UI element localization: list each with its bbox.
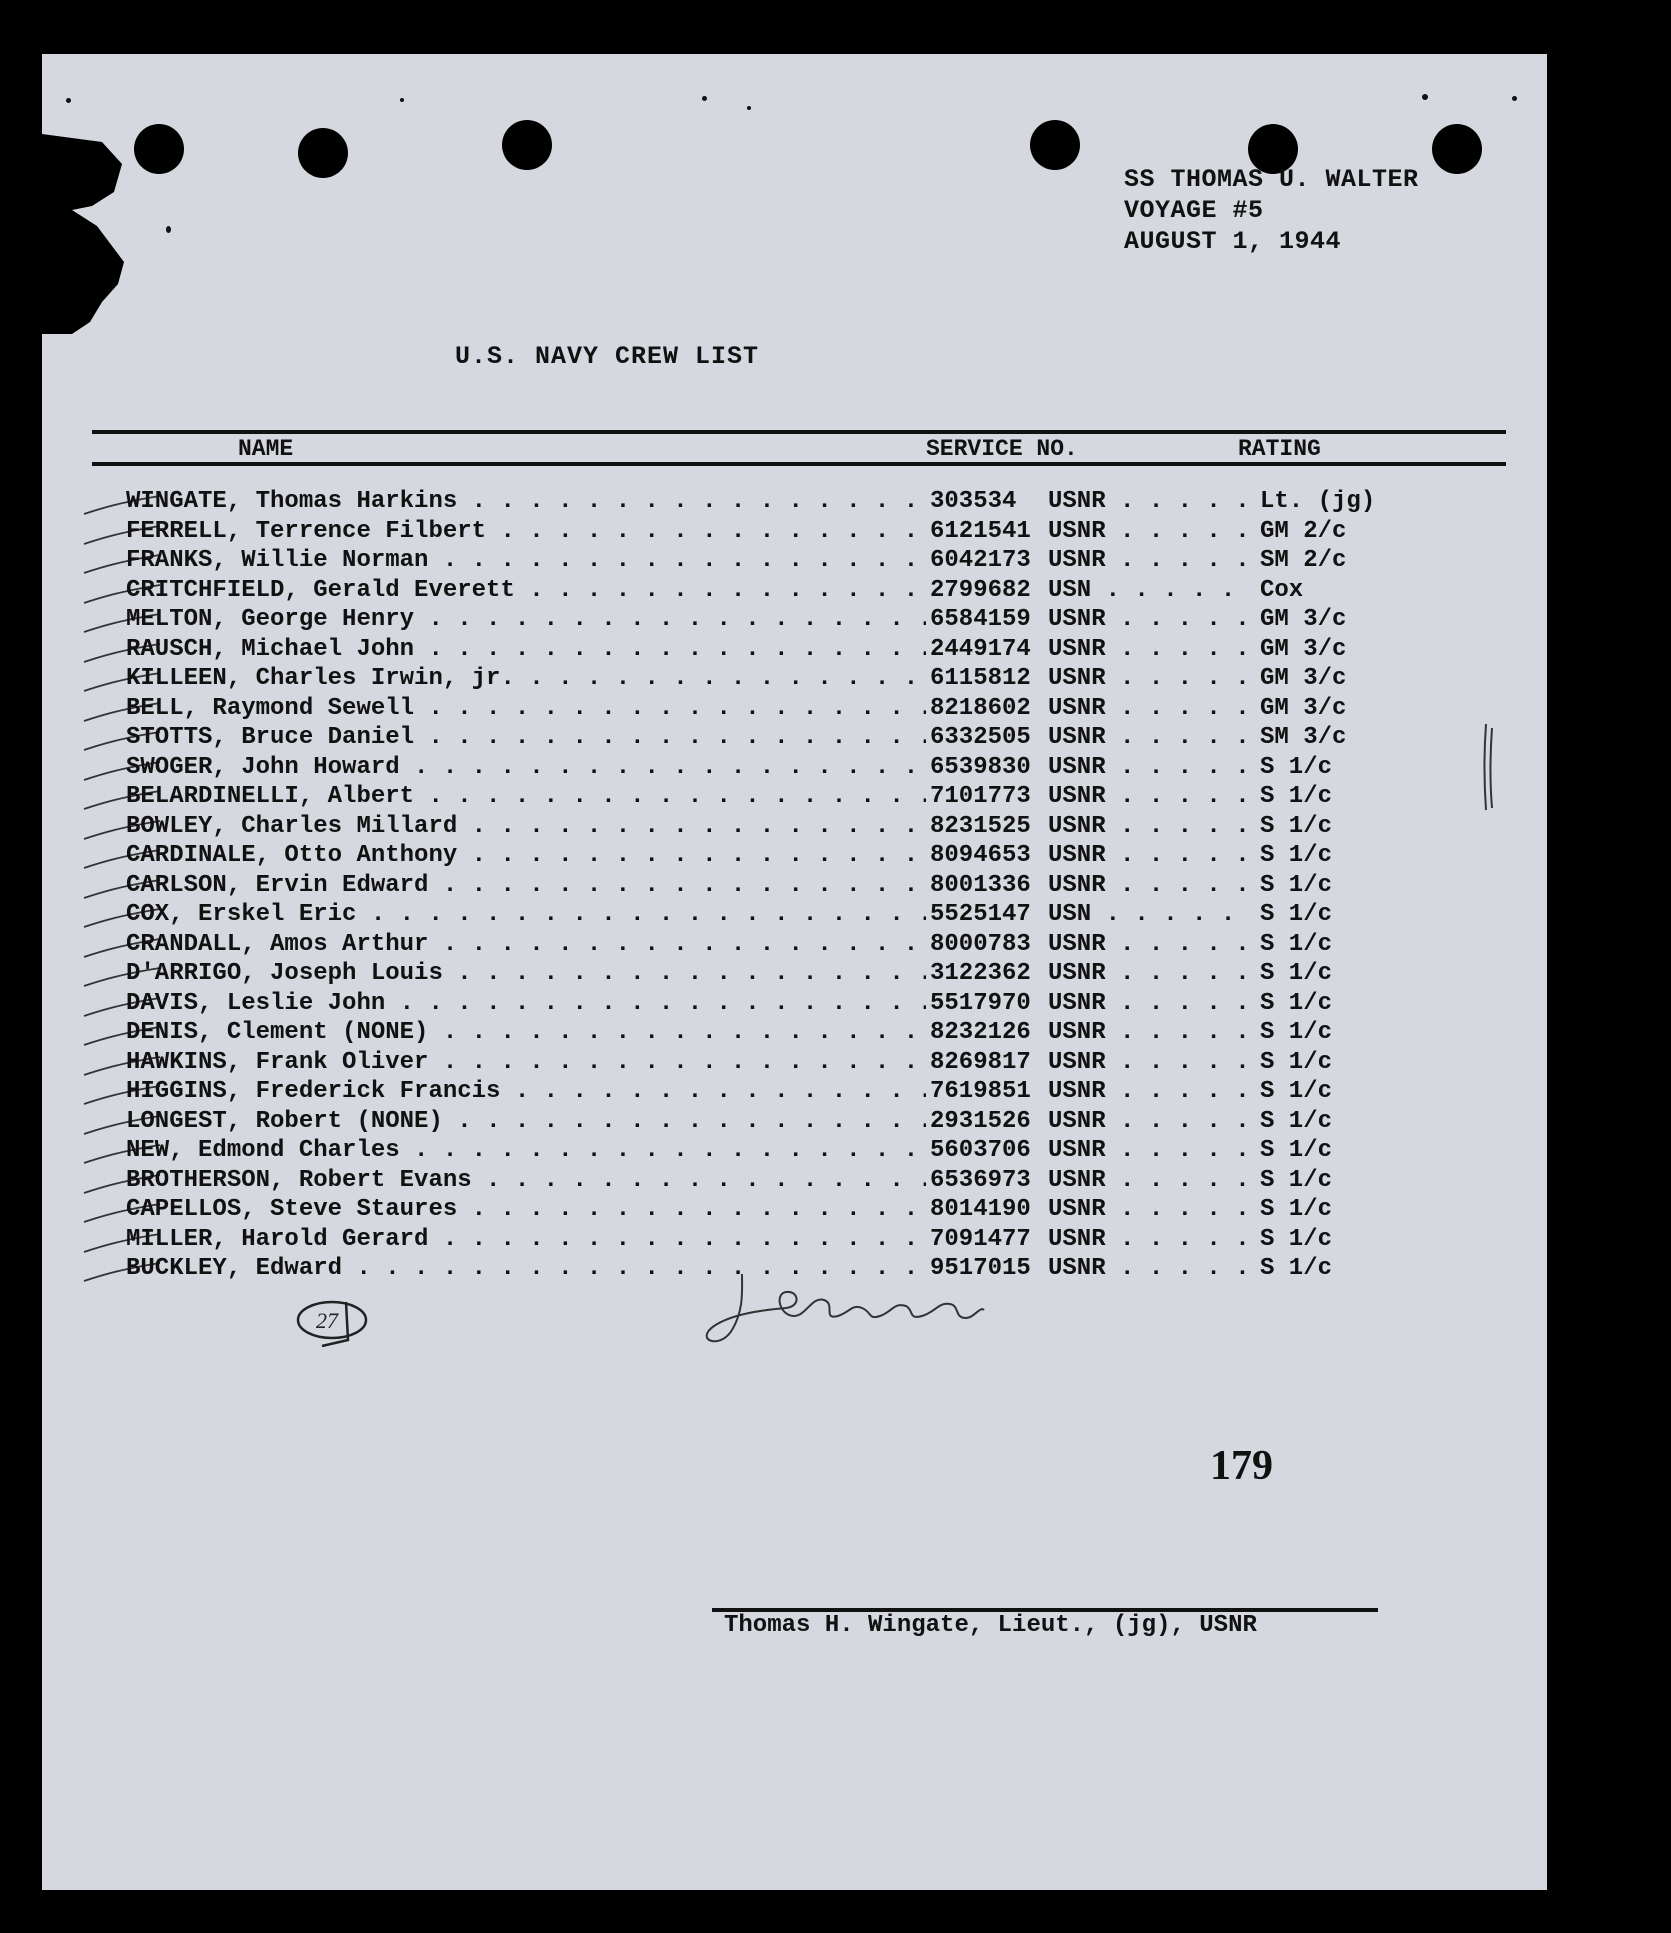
handwritten-count: 27 bbox=[316, 1308, 338, 1333]
crew-row bbox=[42, 547, 1547, 577]
crew-branch: USNR . . . bbox=[1048, 842, 1248, 869]
crew-rating: S 1/c bbox=[1256, 931, 1400, 958]
crew-branch: USNR . . . bbox=[1048, 1137, 1248, 1164]
crew-service-no: 8218602 bbox=[926, 695, 1031, 722]
crew-service-no: 6042173 bbox=[926, 547, 1031, 574]
crew-service-no: 6332505 bbox=[926, 724, 1031, 751]
crew-service-no: 6584159 bbox=[926, 606, 1031, 633]
crew-rating: S 1/c bbox=[1256, 1049, 1400, 1076]
crew-rating: S 1/c bbox=[1256, 1137, 1400, 1164]
crew-service-no: 8000783 bbox=[926, 931, 1031, 958]
crew-branch: USNR . . . bbox=[1048, 1226, 1248, 1253]
crew-rating: SM 3/c bbox=[1256, 724, 1400, 751]
crew-branch: USNR . . . bbox=[1048, 754, 1248, 781]
crew-row bbox=[42, 1078, 1547, 1108]
crew-service-no: 8231525 bbox=[926, 813, 1031, 840]
crew-name: BROTHERSON, Robert Evans . . . bbox=[126, 1167, 936, 1194]
page-title: U.S. NAVY CREW LIST bbox=[454, 342, 760, 371]
crew-row bbox=[42, 606, 1547, 636]
handwritten-initials-signature bbox=[702, 1270, 1062, 1360]
signature-block: Thomas H. Wingate, Lieut., (jg), USNR bbox=[724, 1612, 1257, 1639]
crew-service-no: 8094653 bbox=[926, 842, 1031, 869]
crew-service-no: 6536973 bbox=[926, 1167, 1031, 1194]
crew-name: BUCKLEY, Edward . . . bbox=[126, 1255, 936, 1282]
crew-branch: USNR . . . bbox=[1048, 783, 1248, 810]
crew-row bbox=[42, 931, 1547, 961]
punch-hole bbox=[502, 120, 552, 170]
crew-branch: USNR . . . bbox=[1048, 547, 1248, 574]
crew-name: BELARDINELLI, Albert . . . bbox=[126, 783, 936, 810]
crew-name: CAPELLOS, Steve Staures . . . bbox=[126, 1196, 936, 1223]
crew-branch: USN . . . bbox=[1048, 901, 1248, 928]
crew-branch: USNR . . . bbox=[1048, 1078, 1248, 1105]
column-header-name: NAME bbox=[238, 436, 294, 462]
speck bbox=[166, 226, 171, 233]
crew-service-no: 6115812 bbox=[926, 665, 1031, 692]
crew-row bbox=[42, 1226, 1547, 1256]
crew-name: LONGEST, Robert (NONE) . . . bbox=[126, 1108, 936, 1135]
crew-branch: USNR . . . bbox=[1048, 931, 1248, 958]
crew-name: CRANDALL, Amos Arthur . . . bbox=[126, 931, 936, 958]
crew-branch: USNR . . . bbox=[1048, 960, 1248, 987]
crew-row bbox=[42, 783, 1547, 813]
crew-row bbox=[42, 724, 1547, 754]
crew-service-no: 5525147 bbox=[926, 901, 1031, 928]
crew-branch: USNR . . . bbox=[1048, 872, 1248, 899]
crew-rating: S 1/c bbox=[1256, 1226, 1400, 1253]
voyage-header bbox=[1124, 164, 1419, 257]
crew-branch: USNR . . . bbox=[1048, 1167, 1248, 1194]
document-page bbox=[42, 54, 1547, 1890]
crew-rating: GM 2/c bbox=[1256, 518, 1400, 545]
crew-name: CARLSON, Ervin Edward . . . bbox=[126, 872, 936, 899]
crew-row bbox=[42, 754, 1547, 784]
crew-row bbox=[42, 488, 1547, 518]
crew-rating: SM 2/c bbox=[1256, 547, 1400, 574]
crew-branch: USNR . . . bbox=[1048, 1196, 1248, 1223]
crew-rating: S 1/c bbox=[1256, 960, 1400, 987]
crew-row bbox=[42, 901, 1547, 931]
crew-name: CRITCHFIELD, Gerald Everett . . . bbox=[126, 577, 936, 604]
crew-service-no: 8014190 bbox=[926, 1196, 1031, 1223]
crew-branch: USNR . . . bbox=[1048, 695, 1248, 722]
crew-branch: USNR . . . bbox=[1048, 1049, 1248, 1076]
punch-hole bbox=[298, 128, 348, 178]
speck bbox=[66, 98, 71, 103]
crew-name: FRANKS, Willie Norman . . . bbox=[126, 547, 936, 574]
crew-row bbox=[42, 960, 1547, 990]
crew-service-no: 2449174 bbox=[926, 636, 1031, 663]
punch-hole bbox=[1030, 120, 1080, 170]
crew-row bbox=[42, 695, 1547, 725]
crew-row bbox=[42, 1108, 1547, 1138]
crew-rating: GM 3/c bbox=[1256, 665, 1400, 692]
crew-service-no: 7619851 bbox=[926, 1078, 1031, 1105]
crew-name: WINGATE, Thomas Harkins . . . bbox=[126, 488, 936, 515]
crew-rating: S 1/c bbox=[1256, 842, 1400, 869]
speck bbox=[1512, 96, 1517, 101]
crew-name: D'ARRIGO, Joseph Louis . . . bbox=[126, 960, 936, 987]
crew-service-no: 5603706 bbox=[926, 1137, 1031, 1164]
crew-row bbox=[42, 842, 1547, 872]
crew-rating: S 1/c bbox=[1256, 783, 1400, 810]
header-rule-bottom bbox=[92, 462, 1506, 466]
punch-hole bbox=[134, 124, 184, 174]
punch-hole bbox=[1432, 124, 1482, 174]
handwritten-count-mark bbox=[282, 1296, 402, 1376]
crew-service-no: 8269817 bbox=[926, 1049, 1031, 1076]
crew-name: DENIS, Clement (NONE) . . . bbox=[126, 1019, 936, 1046]
crew-service-no: 303534 bbox=[926, 488, 1016, 515]
crew-branch: USNR . . . bbox=[1048, 990, 1248, 1017]
crew-rating: GM 3/c bbox=[1256, 636, 1400, 663]
header-rule-top bbox=[92, 430, 1506, 434]
crew-row bbox=[42, 1196, 1547, 1226]
column-header-rating: RATING bbox=[1238, 436, 1321, 462]
crew-service-no: 6539830 bbox=[926, 754, 1031, 781]
crew-name: DAVIS, Leslie John . . . bbox=[126, 990, 936, 1017]
crew-rating: S 1/c bbox=[1256, 901, 1400, 928]
crew-rating: GM 3/c bbox=[1256, 606, 1400, 633]
page-number: 179 bbox=[1210, 1443, 1273, 1489]
crew-rating: S 1/c bbox=[1256, 1167, 1400, 1194]
crew-name: CARDINALE, Otto Anthony . . . bbox=[126, 842, 936, 869]
staple-mark bbox=[1482, 722, 1496, 812]
crew-name: KILLEEN, Charles Irwin, jr. . . . bbox=[126, 665, 936, 692]
crew-rating: S 1/c bbox=[1256, 1078, 1400, 1105]
crew-name: MILLER, Harold Gerard . . . bbox=[126, 1226, 936, 1253]
crew-service-no: 6121541 bbox=[926, 518, 1031, 545]
crew-name: NEW, Edmond Charles . . . bbox=[126, 1137, 936, 1164]
crew-rating: S 1/c bbox=[1256, 872, 1400, 899]
crew-service-no: 5517970 bbox=[926, 990, 1031, 1017]
crew-row bbox=[42, 1019, 1547, 1049]
crew-rating: S 1/c bbox=[1256, 1196, 1400, 1223]
crew-branch: USNR . . . bbox=[1048, 1019, 1248, 1046]
crew-list bbox=[42, 488, 1547, 1285]
crew-row bbox=[42, 577, 1547, 607]
crew-rating: Cox bbox=[1256, 577, 1400, 604]
crew-branch: USNR . . . bbox=[1048, 488, 1248, 515]
crew-rating: S 1/c bbox=[1256, 1108, 1400, 1135]
crew-row bbox=[42, 665, 1547, 695]
speck bbox=[702, 96, 707, 101]
crew-rating: S 1/c bbox=[1256, 1255, 1400, 1282]
crew-rating: S 1/c bbox=[1256, 1019, 1400, 1046]
crew-service-no: 2931526 bbox=[926, 1108, 1031, 1135]
crew-rating: Lt. (jg) bbox=[1256, 488, 1400, 515]
crew-service-no: 9517015 bbox=[926, 1255, 1031, 1282]
crew-name: BELL, Raymond Sewell . . . bbox=[126, 695, 936, 722]
crew-rating: S 1/c bbox=[1256, 754, 1400, 781]
crew-branch: USNR . . . bbox=[1048, 724, 1248, 751]
torn-edge bbox=[42, 134, 132, 334]
crew-service-no: 8232126 bbox=[926, 1019, 1031, 1046]
crew-name: BOWLEY, Charles Millard . . . bbox=[126, 813, 936, 840]
crew-row bbox=[42, 813, 1547, 843]
crew-name: RAUSCH, Michael John . . . bbox=[126, 636, 936, 663]
crew-service-no: 8001336 bbox=[926, 872, 1031, 899]
crew-row bbox=[42, 1167, 1547, 1197]
crew-rating: GM 3/c bbox=[1256, 695, 1400, 722]
crew-branch: USNR . . . bbox=[1048, 813, 1248, 840]
crew-name: FERRELL, Terrence Filbert . . . bbox=[126, 518, 936, 545]
crew-name: HIGGINS, Frederick Francis . . . bbox=[126, 1078, 936, 1105]
column-header-service-no: SERVICE NO. bbox=[926, 436, 1078, 462]
crew-service-no: 2799682 bbox=[926, 577, 1031, 604]
speck bbox=[747, 106, 751, 110]
speck bbox=[1422, 94, 1428, 100]
crew-name: STOTTS, Bruce Daniel . . . bbox=[126, 724, 936, 751]
crew-name: HAWKINS, Frank Oliver . . . bbox=[126, 1049, 936, 1076]
crew-branch: USNR . . . bbox=[1048, 665, 1248, 692]
ship-name: SS THOMAS U. WALTER bbox=[1124, 165, 1419, 194]
voyage-number: VOYAGE #5 bbox=[1124, 196, 1264, 225]
crew-row bbox=[42, 872, 1547, 902]
crew-name: COX, Erskel Eric . . . bbox=[126, 901, 936, 928]
crew-branch: USNR . . . bbox=[1048, 636, 1248, 663]
crew-service-no: 3122362 bbox=[926, 960, 1031, 987]
crew-row bbox=[42, 1049, 1547, 1079]
crew-rating: S 1/c bbox=[1256, 990, 1400, 1017]
crew-row bbox=[42, 1137, 1547, 1167]
crew-name: SWOGER, John Howard . . . bbox=[126, 754, 936, 781]
crew-branch: USNR . . . bbox=[1048, 1255, 1248, 1282]
crew-branch: USNR . . . bbox=[1048, 1108, 1248, 1135]
crew-branch: USNR . . . bbox=[1048, 606, 1248, 633]
crew-branch: USNR . . . bbox=[1048, 518, 1248, 545]
crew-name: MELTON, George Henry . . . bbox=[126, 606, 936, 633]
list-date: AUGUST 1, 1944 bbox=[1124, 227, 1342, 256]
crew-row bbox=[42, 518, 1547, 548]
crew-branch: USN . . . bbox=[1048, 577, 1248, 604]
speck bbox=[400, 98, 404, 102]
crew-service-no: 7101773 bbox=[926, 783, 1031, 810]
crew-row bbox=[42, 990, 1547, 1020]
crew-service-no: 7091477 bbox=[926, 1226, 1031, 1253]
crew-rating: S 1/c bbox=[1256, 813, 1400, 840]
crew-row bbox=[42, 636, 1547, 666]
